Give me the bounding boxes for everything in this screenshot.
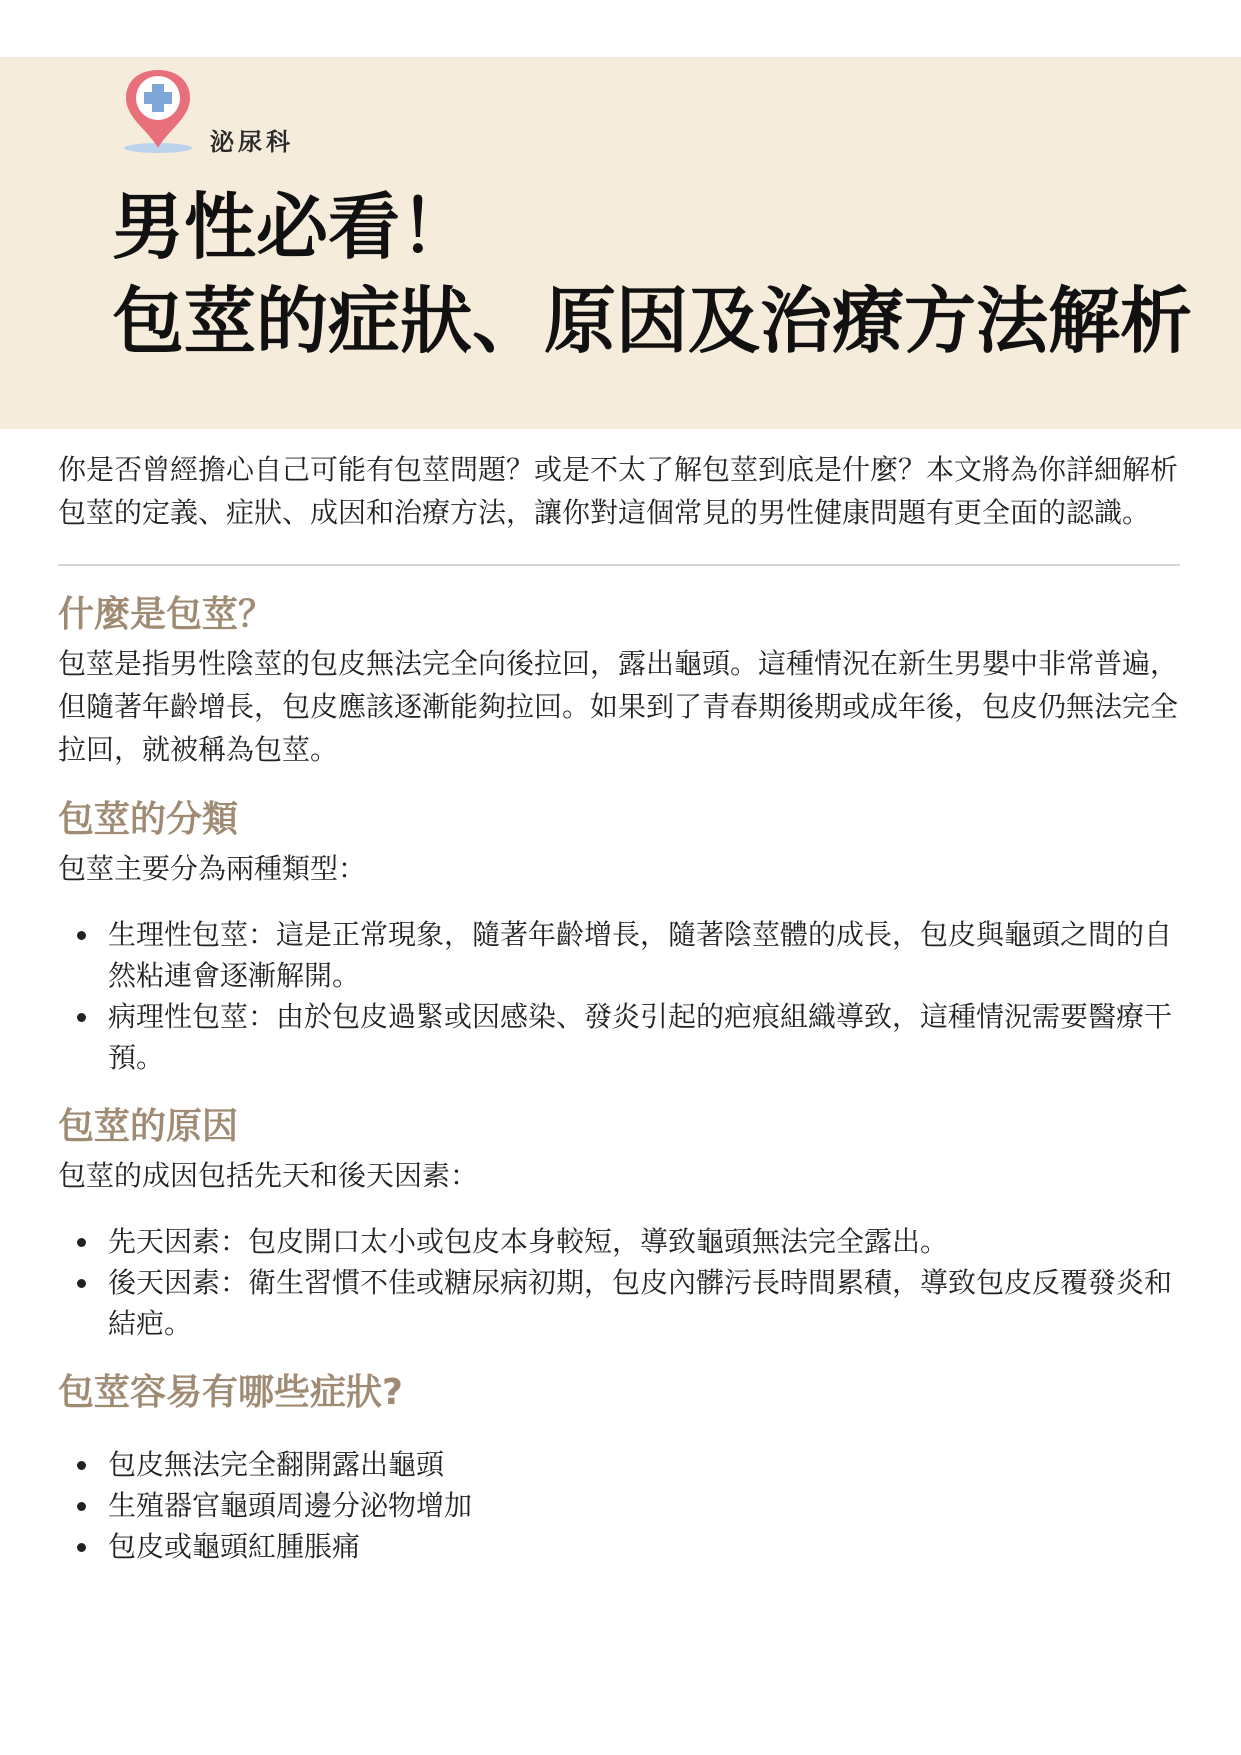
list-item: 生理性包莖：這是正常現象，隨著年齡增長，隨著陰莖體的成長，包皮與龜頭之間的自然粘連會逐漸解開。: [108, 914, 1180, 996]
causes-lead: 包莖的成因包括先天和後天因素：: [58, 1159, 479, 1192]
heading-causes: 包莖的原因: [58, 1106, 239, 1147]
heading-symptoms: 包莖容易有哪些症狀?: [58, 1372, 403, 1413]
article-body: [58, 448, 1180, 1567]
symptoms-list: [58, 1444, 1180, 1567]
list-item: 先天因素：包皮開口太小或包皮本身較短，導致龜頭無法完全露出。: [108, 1221, 1180, 1262]
what-is-paragraph: 包莖是指男性陰莖的包皮無法完全向後拉回，露出龜頭。這種情況在新生男嬰中非常普遍，但隨著年齡增長，包皮應該逐漸能夠拉回。如果到了青春期後期或成年後，包皮仍無法完全拉回，就被稱為包莖。: [58, 647, 1179, 766]
list-item: 病理性包莖：由於包皮過緊或因感染、發炎引起的疤痕組織導致，這種情況需要醫療干預。: [108, 996, 1180, 1078]
title-line-2: 包莖的症狀、原因及治療方法解析: [112, 279, 1193, 363]
title-line-1: 男性必看！: [112, 185, 473, 269]
list-item: 包皮無法完全翻開露出龜頭: [108, 1444, 1180, 1485]
heading-what-is: 什麼是包莖？: [58, 594, 275, 635]
list-item: 生殖器官龜頭周邊分泌物增加: [108, 1485, 1180, 1526]
intro-paragraph: 你是否曾經擔心自己可能有包莖問題？或是不太了解包莖到底是什麼？本文將為你詳細解析包莖的定義、症狀、成因和治療方法，讓你對這個常見的男性健康問題有更全面的認識。: [58, 453, 1179, 529]
page-title: [112, 180, 1192, 368]
heading-types: 包莖的分類: [58, 799, 239, 840]
section-divider: [58, 564, 1180, 566]
map-pin-medical-cross-icon: [118, 68, 198, 156]
types-lead: 包莖主要分為兩種類型：: [58, 852, 367, 885]
causes-list: [58, 1221, 1180, 1344]
types-list: [58, 914, 1180, 1078]
list-item: 後天因素：衛生習慣不佳或糖尿病初期，包皮內髒污長時間累積，導致包皮反覆發炎和結疤。: [108, 1262, 1180, 1344]
department-label: 泌尿科: [210, 128, 294, 156]
list-item: 包皮或龜頭紅腫脹痛: [108, 1526, 1180, 1567]
